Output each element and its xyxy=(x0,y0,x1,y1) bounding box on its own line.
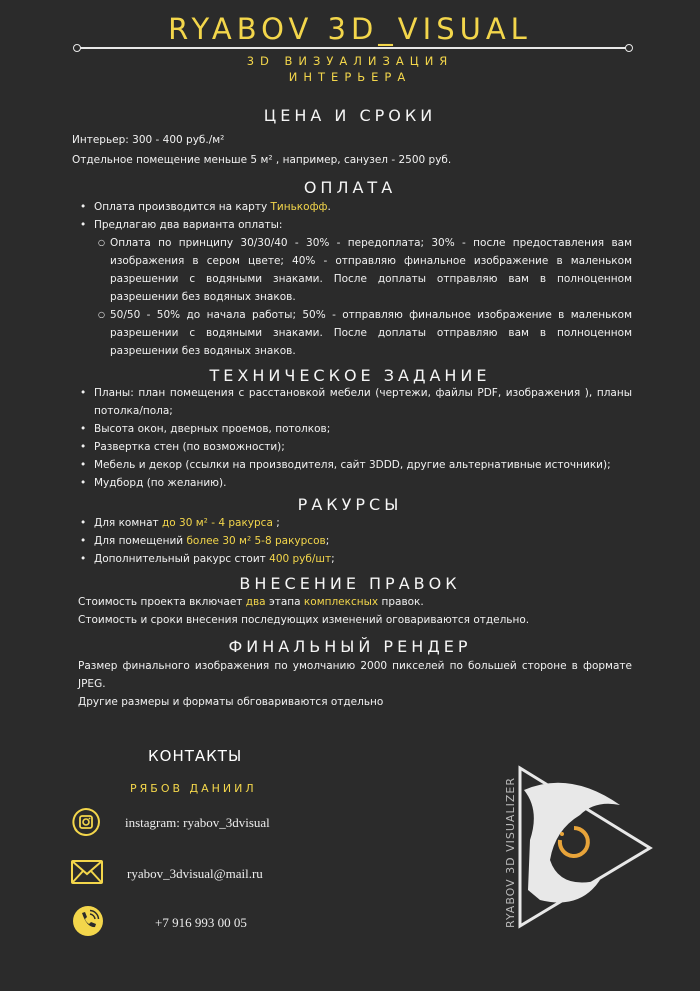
list-item: • Высота окон, дверных проемов, потолков; xyxy=(78,420,632,438)
heading-spec: ТЕХНИЧЕСКОЕ ЗАДАНИЕ xyxy=(209,366,491,385)
svg-text:RYABOV 3D VISUALIZER: RYABOV 3D VISUALIZER xyxy=(504,777,517,928)
price-interior: Интерьер: 300 - 400 руб./м² xyxy=(72,134,225,146)
revisions-line-2: Стоимость и сроки внесения последующих изменений оговариваются отдельно. xyxy=(78,614,530,626)
heading-contacts: КОНТАКТЫ xyxy=(148,747,243,765)
heading-revisions: ВНЕСЕНИЕ ПРАВОК xyxy=(239,574,461,593)
contact-name: РЯБОВ ДАНИИЛ xyxy=(130,782,257,795)
list-item: • Развертка стен (по возможности); xyxy=(78,438,632,456)
instagram-link[interactable]: instagram: ryabov_3dvisual xyxy=(125,815,270,830)
list-item: • Мебель и декор (ссылки на производителя, сайт 3DDD, другие альтернативные источники); xyxy=(78,456,632,474)
payment-section xyxy=(78,198,632,360)
spec-list xyxy=(78,384,632,492)
mail-icon xyxy=(70,857,104,887)
list-item: • Планы: план помещения с расстановкой мебели (чертежи, файлы PDF, изображения ), планы потолка/пола; xyxy=(78,384,632,420)
render-line-1: Размер финального изображения по умолчанию 2000 пикселей по большей стороне в формате JPEG. xyxy=(78,660,632,690)
divider-dot-left xyxy=(73,44,81,52)
payment-option-1: ○ Оплата по принципу 30/30/40 - 30% - передоплата; 30% - после предоставления вам изображения в сером цвете; 40% - отправляю финальное изображение в маленьком разрешении с водяными знаками. После доплаты отправляю вам в полноценном разрешении без водяных знаков. xyxy=(98,234,632,306)
list-item: • Для комнат до 30 м² - 4 ракурса ; xyxy=(78,514,632,532)
phone-number[interactable]: +7 916 993 00 05 xyxy=(155,915,247,930)
list-item: • Мудборд (по желанию). xyxy=(78,474,632,492)
heading-payment: ОПЛАТА xyxy=(303,178,397,197)
payment-option-2: ○ 50/50 - 50% до начала работы; 50% - отправляю финальное изображение в маленьком разрешении с водяными знаками. После доплаты отправляю вам в полноценном разрешении без водяных знаков. xyxy=(98,306,632,360)
bank-name: Тинькофф xyxy=(270,201,328,213)
instagram-icon xyxy=(71,807,101,837)
heading-render: ФИНАЛЬНЫЙ РЕНДЕР xyxy=(228,637,472,656)
subtitle-line-1: 3D ВИЗУАЛИЗАЦИЯ xyxy=(246,54,454,68)
divider-dot-right xyxy=(625,44,633,52)
render-line-2: Другие размеры и форматы обговариваются отдельно xyxy=(78,696,384,708)
angles-list xyxy=(78,514,632,568)
list-item: • Оплата производится на карту Тинькофф. xyxy=(78,198,632,216)
list-item: • Дополнительный ракурс стоит 400 руб/шт; xyxy=(78,550,632,568)
email-link[interactable]: ryabov_3dvisual@mail.ru xyxy=(127,866,263,881)
revisions-line-1: Стоимость проекта включает два этапа комплексных правок. xyxy=(78,596,424,608)
list-item: • Предлагаю два варианта оплаты: xyxy=(78,216,632,234)
heading-angles: РАКУРСЫ xyxy=(297,495,403,514)
list-item: • Для помещений более 30 м² 5-8 ракурсов; xyxy=(78,532,632,550)
price-small-room: Отдельное помещение меньше 5 м² , например, санузел - 2500 руб. xyxy=(72,154,452,166)
subtitle-line-2: ИНТЕРЬЕРА xyxy=(288,70,412,84)
brand-logo xyxy=(500,760,660,932)
brand-title: RYABOV 3D_VISUAL xyxy=(168,12,532,46)
header-divider xyxy=(79,47,629,49)
heading-price: ЦЕНА И СРОКИ xyxy=(263,106,437,125)
phone-icon xyxy=(72,905,104,937)
